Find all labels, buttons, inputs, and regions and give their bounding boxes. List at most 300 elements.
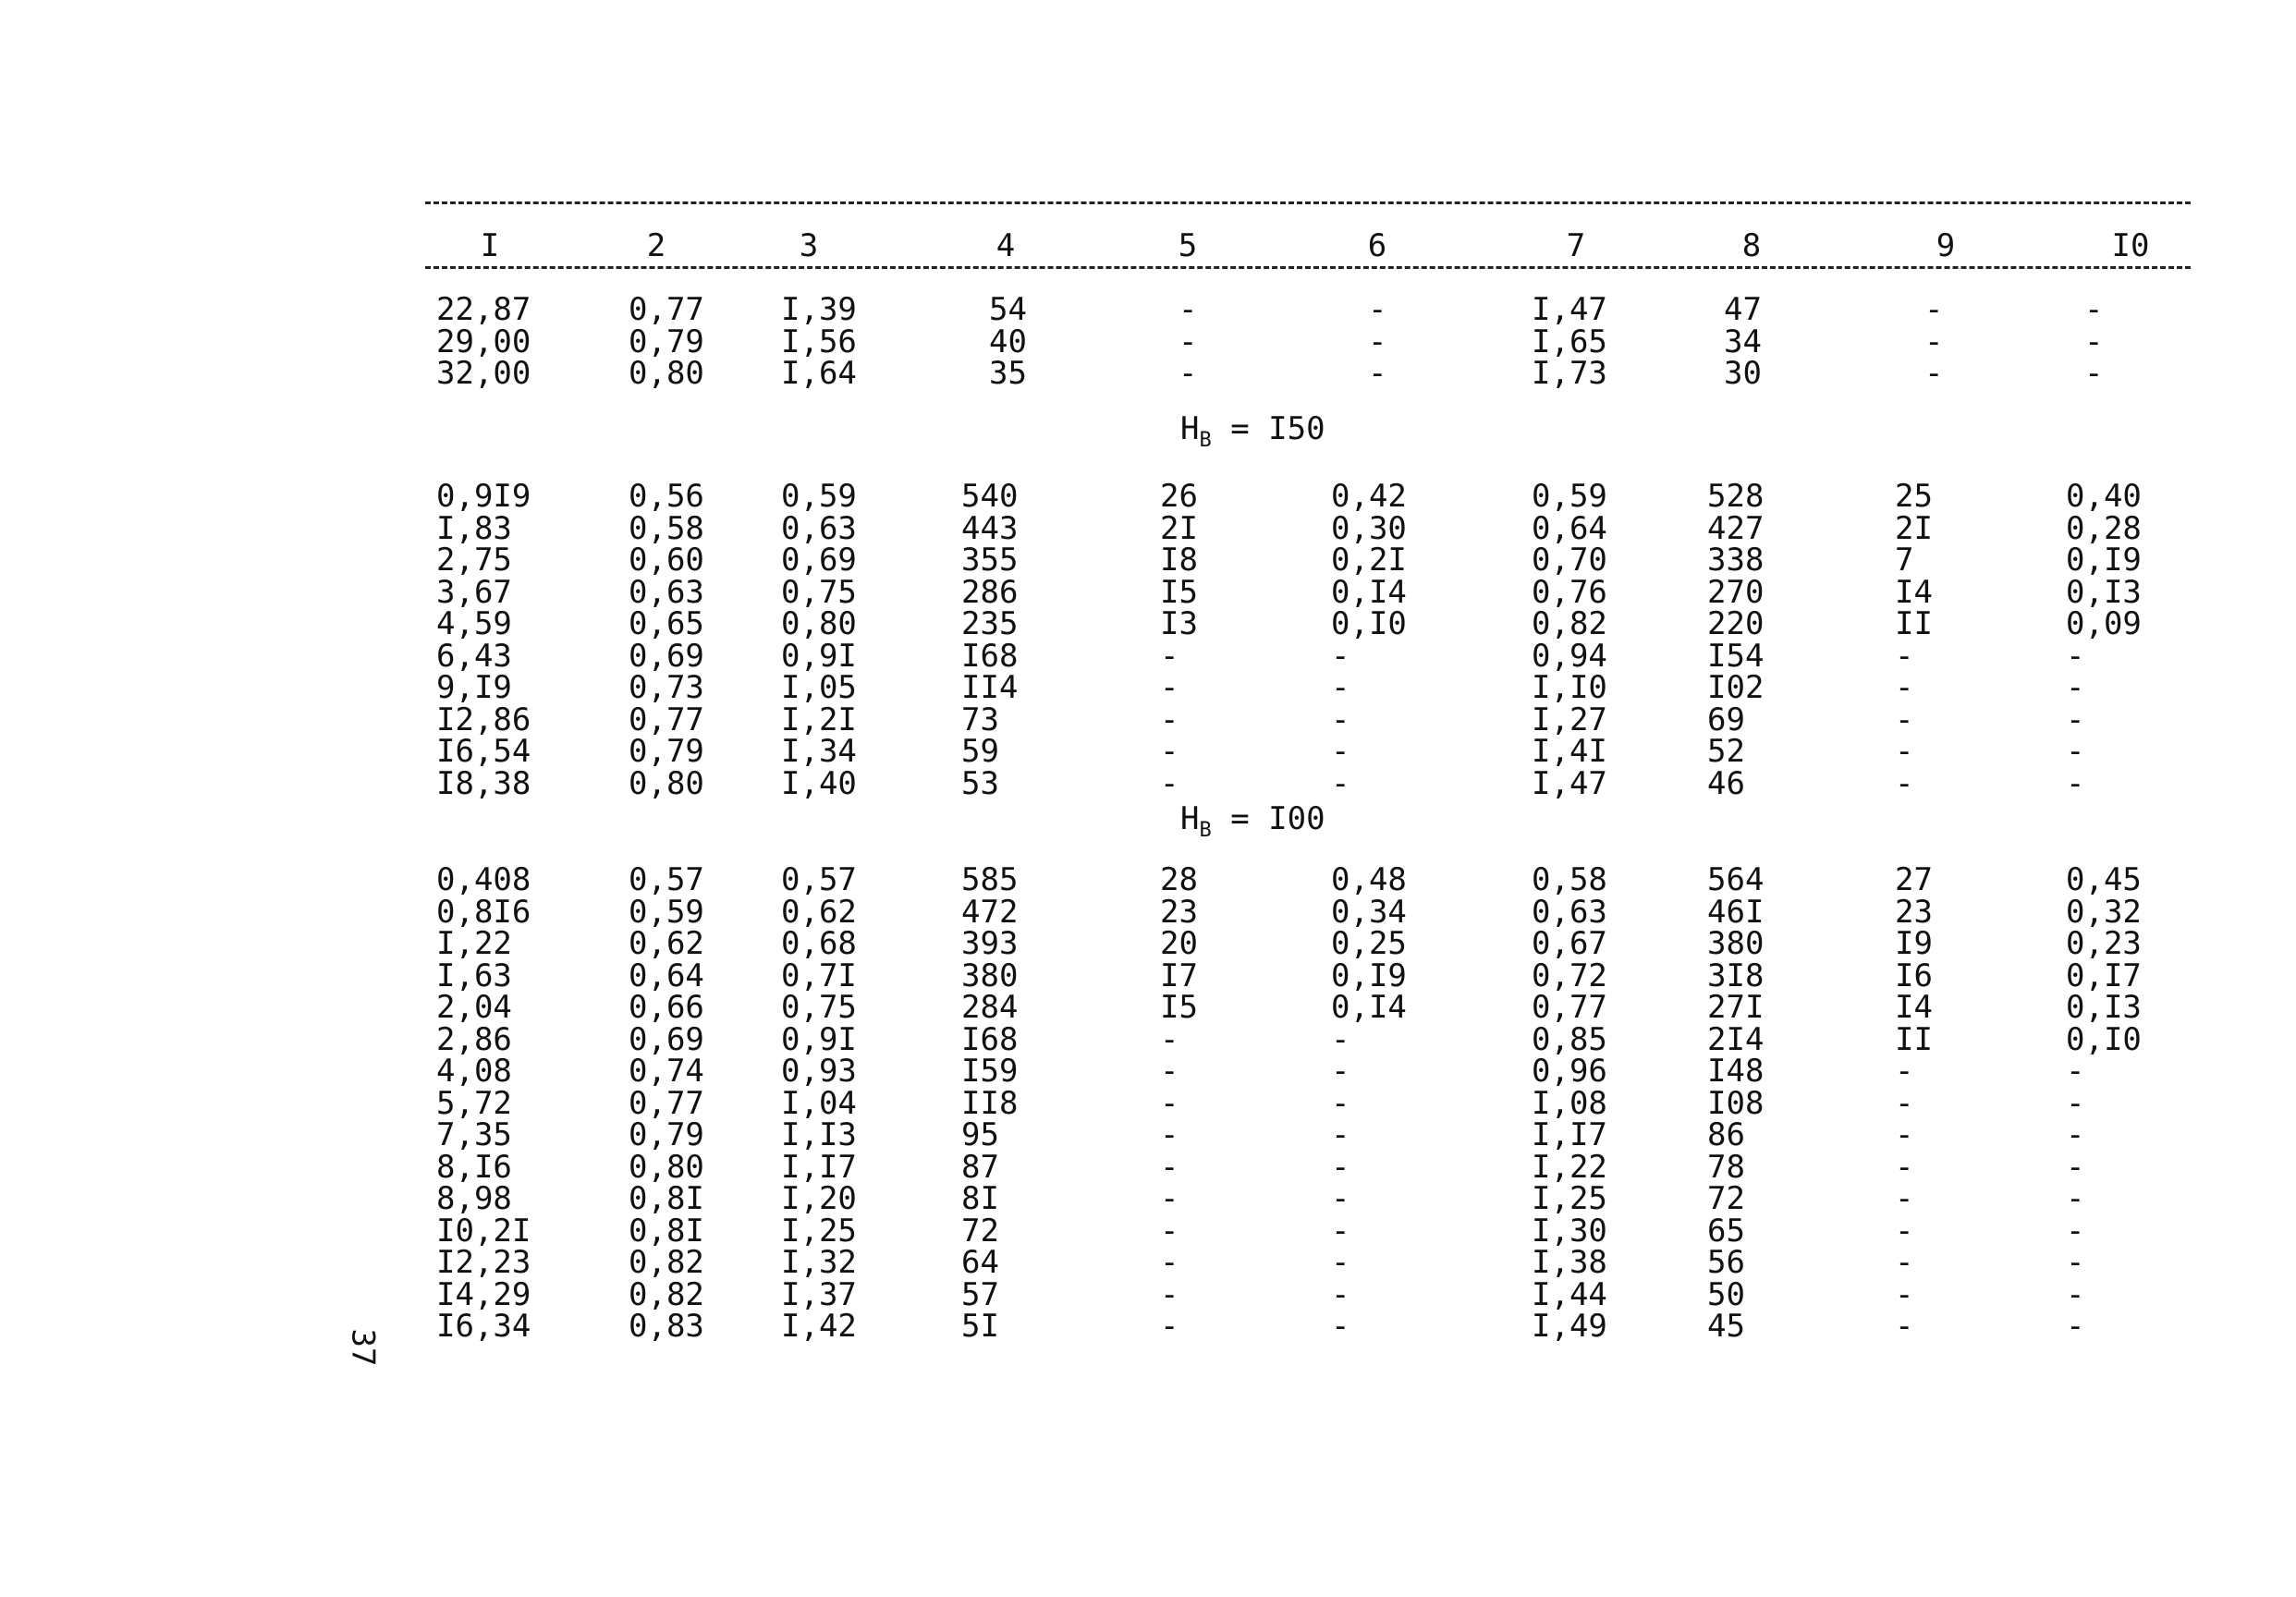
table-cell: I,38: [1532, 1244, 1607, 1281]
table-cell: 5,72: [436, 1084, 512, 1122]
table-cell: I,05: [781, 669, 857, 706]
table-cell: 0,8I6: [436, 893, 531, 931]
table-cell: 0,I9: [2066, 542, 2142, 579]
table-cell: 0,69: [781, 542, 857, 579]
table-cell: -: [1160, 1020, 1179, 1058]
table-cell: 0,I7: [2066, 957, 2142, 994]
top-block: [425, 291, 2191, 396]
table-column: [436, 291, 531, 392]
top-dashed-rule: [425, 201, 2191, 204]
table-column: [1707, 478, 1765, 802]
table-cell: I7: [1160, 957, 1198, 994]
table-cell: 0,63: [781, 509, 857, 547]
table-cell: I,I7: [1532, 1116, 1607, 1153]
table-cell: I,64: [781, 355, 857, 392]
table-cell: -: [1331, 1275, 1350, 1313]
table-cell: I68: [961, 637, 1019, 675]
table-cell: 0,72: [1532, 957, 1607, 994]
table-cell: I,37: [781, 1275, 857, 1313]
table-column: [436, 861, 531, 1345]
table-cell: 0,40: [2066, 478, 2142, 515]
table-cell: 30: [1724, 355, 1762, 392]
table-cell: -: [1331, 1180, 1350, 1217]
column-header: 5: [1178, 227, 1198, 264]
table-cell: 46I: [1707, 893, 1765, 931]
table-cell: 20: [1160, 925, 1198, 962]
table-cell: I,2I: [781, 701, 857, 738]
table-cell: 0,94: [1532, 637, 1607, 675]
table-cell: 65: [1707, 1212, 1745, 1250]
table-cell: 220: [1707, 605, 1765, 642]
table-cell: 0,7I: [781, 957, 857, 994]
table-cell: -: [1160, 1180, 1179, 1217]
table-column: [1179, 291, 1198, 392]
table-cell: 34: [1724, 323, 1762, 360]
table-cell: 0,80: [781, 605, 857, 642]
table-cell: -: [1160, 1053, 1179, 1090]
table-cell: 443: [961, 509, 1019, 547]
table-cell: I,83: [436, 509, 512, 547]
table-cell: 0,73: [629, 669, 704, 706]
table-cell: I9: [1895, 925, 1933, 962]
table-cell: 9,I9: [436, 669, 512, 706]
table-cell: 540: [961, 478, 1019, 515]
table-cell: I,I0: [1532, 669, 1607, 706]
table-cell: I5: [1160, 989, 1198, 1026]
table-cell: -: [1895, 1244, 1914, 1281]
table-cell: 0,96: [1532, 1053, 1607, 1090]
table-cell: -: [1179, 355, 1198, 392]
table-cell: -: [1160, 733, 1179, 770]
table-cell: -: [1160, 1244, 1179, 1281]
table-cell: 0,9I: [781, 637, 857, 675]
table-cell: -: [1331, 1244, 1350, 1281]
table-cell: 3I8: [1707, 957, 1765, 994]
table-cell: I4: [1895, 989, 1933, 1026]
table-cell: I,63: [436, 957, 512, 994]
table-cell: -: [1895, 1053, 1914, 1090]
column-header: I: [480, 227, 500, 264]
table-cell: I,40: [781, 764, 857, 802]
table-cell: 0,62: [629, 925, 704, 962]
table-cell: -: [1895, 1275, 1914, 1313]
table-cell: 32,00: [436, 355, 531, 392]
table-column: [961, 478, 1019, 802]
table-cell: 0,408: [436, 861, 531, 898]
table-cell: II8: [961, 1084, 1019, 1122]
table-cell: -: [2084, 291, 2104, 328]
table-cell: -: [2066, 637, 2085, 675]
table-cell: 528: [1707, 478, 1765, 515]
table-cell: 0,70: [1532, 542, 1607, 579]
table-cell: -: [2066, 1212, 2085, 1250]
table-cell: 87: [961, 1148, 999, 1186]
table-cell: I0,2I: [436, 1212, 531, 1250]
table-cell: I,42: [781, 1308, 857, 1345]
table-column: [1924, 291, 1944, 392]
table-cell: 0,63: [629, 573, 704, 611]
table-cell: 0,82: [629, 1275, 704, 1313]
table-column: [2084, 291, 2104, 392]
column-header: 3: [799, 227, 819, 264]
table-cell: I,39: [781, 291, 857, 328]
table-cell: 7: [1895, 542, 1914, 579]
table-cell: I02: [1707, 669, 1765, 706]
table-cell: -: [2066, 1116, 2085, 1153]
table-cell: -: [1160, 1084, 1179, 1122]
table-cell: -: [2066, 701, 2085, 738]
table-cell: I8: [1160, 542, 1198, 579]
table-cell: 235: [961, 605, 1019, 642]
table-cell: 2I4: [1707, 1020, 1765, 1058]
table-cell: -: [2084, 355, 2104, 392]
table-cell: 472: [961, 893, 1019, 931]
table-column: [2066, 478, 2142, 802]
table-column: [1707, 861, 1765, 1345]
table-cell: I,44: [1532, 1275, 1607, 1313]
table-cell: 0,79: [629, 323, 704, 360]
table-cell: I,73: [1532, 355, 1607, 392]
table-cell: 0,77: [629, 291, 704, 328]
table-cell: 27I: [1707, 989, 1765, 1026]
table-cell: 0,8I: [629, 1180, 704, 1217]
table-cell: -: [1160, 701, 1179, 738]
table-cell: 380: [1707, 925, 1765, 962]
table-cell: 6,43: [436, 637, 512, 675]
table-column: [629, 291, 704, 392]
section-label-150: $H_B = I50$: [1180, 410, 1325, 452]
table-cell: 0,79: [629, 1116, 704, 1153]
table-cell: 23: [1160, 893, 1198, 931]
table-cell: I,65: [1532, 323, 1607, 360]
table-cell: -: [2066, 764, 2085, 802]
table-cell: 0,64: [629, 957, 704, 994]
table-cell: -: [2066, 669, 2085, 706]
table-cell: -: [1331, 669, 1350, 706]
table-cell: 57: [961, 1275, 999, 1313]
table-cell: -: [1895, 701, 1914, 738]
table-cell: 23: [1895, 893, 1933, 931]
table-cell: 0,I0: [2066, 1020, 2142, 1058]
table-cell: 72: [961, 1212, 999, 1250]
table-cell: I2,86: [436, 701, 531, 738]
table-cell: 35: [989, 355, 1027, 392]
table-cell: I48: [1707, 1053, 1765, 1090]
table-column: [781, 291, 857, 392]
table-cell: 0,58: [629, 509, 704, 547]
table-cell: 2I: [1160, 509, 1198, 547]
table-cell: 338: [1707, 542, 1765, 579]
table-cell: 8,98: [436, 1180, 512, 1217]
table-cell: 27: [1895, 861, 1933, 898]
table-column: [781, 861, 857, 1345]
table-cell: I,47: [1532, 291, 1607, 328]
table-cell: 0,79: [629, 733, 704, 770]
table-cell: 0,2I: [1331, 542, 1407, 579]
table-cell: 54: [989, 291, 1027, 328]
table-cell: 286: [961, 573, 1019, 611]
table-column: [1331, 861, 1407, 1345]
table-cell: I,I7: [781, 1148, 857, 1186]
table-column: [1724, 291, 1762, 392]
table-cell: -: [1895, 764, 1914, 802]
table-cell: -: [1331, 764, 1350, 802]
table-cell: 4,08: [436, 1053, 512, 1090]
table-column: [1895, 478, 1933, 802]
table-cell: I,49: [1532, 1308, 1607, 1345]
table-cell: I,27: [1532, 701, 1607, 738]
table-cell: 0,9I9: [436, 478, 531, 515]
table-cell: I,04: [781, 1084, 857, 1122]
table-column: [436, 478, 531, 802]
table-cell: -: [1895, 1148, 1914, 1186]
table-cell: -: [1368, 355, 1387, 392]
table-cell: 0,60: [629, 542, 704, 579]
table-cell: -: [1160, 669, 1179, 706]
table-cell: 0,76: [1532, 573, 1607, 611]
table-cell: 47: [1724, 291, 1762, 328]
table-cell: -: [1179, 323, 1198, 360]
table-cell: 355: [961, 542, 1019, 579]
table-cell: I,20: [781, 1180, 857, 1217]
table-cell: 0,48: [1331, 861, 1407, 898]
table-cell: 0,09: [2066, 605, 2142, 642]
table-cell: I5: [1160, 573, 1198, 611]
table-cell: -: [1368, 323, 1387, 360]
table-cell: 56: [1707, 1244, 1745, 1281]
table-column: [629, 861, 704, 1345]
table-cell: 78: [1707, 1148, 1745, 1186]
section-150-block: [425, 478, 2191, 804]
table-cell: 0,45: [2066, 861, 2142, 898]
table-cell: 270: [1707, 573, 1765, 611]
table-cell: I4,29: [436, 1275, 531, 1313]
table-cell: 25: [1895, 478, 1933, 515]
table-cell: -: [2066, 1084, 2085, 1122]
table-cell: 0,I4: [1331, 573, 1407, 611]
table-cell: I6,54: [436, 733, 531, 770]
table-cell: -: [1179, 291, 1198, 328]
table-column: [961, 861, 1019, 1345]
table-cell: 0,32: [2066, 893, 2142, 931]
table-cell: 0,34: [1331, 893, 1407, 931]
table-cell: -: [2066, 1308, 2085, 1345]
table-cell: 0,83: [629, 1308, 704, 1345]
column-header: 2: [646, 227, 666, 264]
table-cell: -: [1331, 1308, 1350, 1345]
table-cell: 0,65: [629, 605, 704, 642]
table-cell: 0,82: [1532, 605, 1607, 642]
table-cell: 4,59: [436, 605, 512, 642]
table-cell: I,08: [1532, 1084, 1607, 1122]
table-column: [989, 291, 1027, 392]
table-cell: I6: [1895, 957, 1933, 994]
table-cell: I59: [961, 1053, 1019, 1090]
table-cell: 45: [1707, 1308, 1745, 1345]
table-cell: 52: [1707, 733, 1745, 770]
table-cell: -: [1331, 1116, 1350, 1153]
table-cell: 0,58: [1532, 861, 1607, 898]
table-cell: 8,I6: [436, 1148, 512, 1186]
table-column: [1331, 478, 1407, 802]
table-cell: 0,57: [629, 861, 704, 898]
table-cell: -: [1331, 1020, 1350, 1058]
table-cell: -: [1160, 1212, 1179, 1250]
table-cell: II: [1895, 605, 1933, 642]
table-cell: 393: [961, 925, 1019, 962]
table-column: [2066, 861, 2142, 1345]
table-cell: I6,34: [436, 1308, 531, 1345]
table-cell: 64: [961, 1244, 999, 1281]
table-cell: -: [1331, 637, 1350, 675]
table-cell: -: [1160, 1116, 1179, 1153]
table-cell: 0,I9: [1331, 957, 1407, 994]
table-cell: I,4I: [1532, 733, 1607, 770]
table-cell: -: [1895, 1084, 1914, 1122]
table-cell: 0,75: [781, 989, 857, 1026]
table-column: [1160, 861, 1198, 1345]
table-cell: 95: [961, 1116, 999, 1153]
table-column: [781, 478, 857, 802]
table-cell: -: [2066, 1053, 2085, 1090]
table-cell: I,25: [781, 1212, 857, 1250]
table-cell: -: [1160, 1148, 1179, 1186]
table-cell: 380: [961, 957, 1019, 994]
column-header-row: [425, 227, 2191, 270]
table-cell: II: [1895, 1020, 1933, 1058]
table-cell: I,30: [1532, 1212, 1607, 1250]
table-cell: 26: [1160, 478, 1198, 515]
table-cell: 0,77: [629, 1084, 704, 1122]
column-header: 9: [1936, 227, 1956, 264]
table-cell: 2,75: [436, 542, 512, 579]
table-cell: -: [1331, 1212, 1350, 1250]
table-cell: -: [1331, 701, 1350, 738]
table-cell: 0,85: [1532, 1020, 1607, 1058]
table-cell: 3,67: [436, 573, 512, 611]
page-number: 37: [344, 1328, 382, 1367]
table-column: [1895, 861, 1933, 1345]
table-cell: 0,77: [629, 701, 704, 738]
table-cell: II4: [961, 669, 1019, 706]
table-cell: 0,74: [629, 1053, 704, 1090]
section-label-100: $H_B = I00$: [1180, 800, 1325, 842]
table-cell: I,I3: [781, 1116, 857, 1153]
table-cell: 427: [1707, 509, 1765, 547]
table-cell: I,32: [781, 1244, 857, 1281]
table-cell: -: [1160, 764, 1179, 802]
table-cell: 40: [989, 323, 1027, 360]
table-cell: 0,69: [629, 637, 704, 675]
table-column: [1532, 478, 1607, 802]
table-cell: 73: [961, 701, 999, 738]
table-cell: -: [1331, 1053, 1350, 1090]
table-cell: -: [1895, 1180, 1914, 1217]
table-cell: -: [2066, 1148, 2085, 1186]
table-cell: -: [1895, 1116, 1914, 1153]
table-cell: 0,59: [629, 893, 704, 931]
column-header: 8: [1741, 227, 1762, 264]
table-cell: -: [1368, 291, 1387, 328]
table-cell: -: [1331, 1084, 1350, 1122]
table-cell: 69: [1707, 701, 1745, 738]
table-cell: I,47: [1532, 764, 1607, 802]
table-cell: I3: [1160, 605, 1198, 642]
table-cell: I,25: [1532, 1180, 1607, 1217]
table-cell: 29,00: [436, 323, 531, 360]
table-cell: 0,8I: [629, 1212, 704, 1250]
table-cell: 0,62: [781, 893, 857, 931]
table-cell: 0,77: [1532, 989, 1607, 1026]
table-cell: -: [1160, 1308, 1179, 1345]
table-cell: 28: [1160, 861, 1198, 898]
column-header: 6: [1367, 227, 1387, 264]
column-header: 7: [1566, 227, 1586, 264]
table-cell: I,56: [781, 323, 857, 360]
table-cell: I2,23: [436, 1244, 531, 1281]
table-cell: 8I: [961, 1180, 999, 1217]
table-cell: 0,23: [2066, 925, 2142, 962]
table-cell: I08: [1707, 1084, 1765, 1122]
table-cell: -: [1160, 1275, 1179, 1313]
table-cell: 0,I0: [1331, 605, 1407, 642]
table-cell: 284: [961, 989, 1019, 1026]
table-cell: 0,64: [1532, 509, 1607, 547]
table-cell: -: [1895, 669, 1914, 706]
header-dashed-rule: [425, 266, 2191, 269]
table-cell: 2I: [1895, 509, 1933, 547]
table-cell: 0,25: [1331, 925, 1407, 962]
table-cell: 59: [961, 733, 999, 770]
table-cell: 0,82: [629, 1244, 704, 1281]
table-cell: -: [1895, 1308, 1914, 1345]
table-cell: I68: [961, 1020, 1019, 1058]
table-cell: 0,63: [1532, 893, 1607, 931]
table-cell: 0,I4: [1331, 989, 1407, 1026]
table-cell: 0,59: [1532, 478, 1607, 515]
table-cell: 0,68: [781, 925, 857, 962]
table-cell: -: [2066, 1275, 2085, 1313]
table-cell: I54: [1707, 637, 1765, 675]
table-cell: 0,42: [1331, 478, 1407, 515]
table-cell: 53: [961, 764, 999, 802]
table-cell: I8,38: [436, 764, 531, 802]
table-column: [1368, 291, 1387, 392]
table-cell: 0,I3: [2066, 989, 2142, 1026]
table-column: [1532, 861, 1607, 1345]
table-cell: 0,80: [629, 355, 704, 392]
table-cell: 72: [1707, 1180, 1745, 1217]
table-cell: I,22: [436, 925, 512, 962]
table-cell: 0,93: [781, 1053, 857, 1090]
table-cell: 564: [1707, 861, 1765, 898]
table-cell: 0,I3: [2066, 573, 2142, 611]
table-cell: -: [1924, 291, 1944, 328]
table-cell: 0,30: [1331, 509, 1407, 547]
table-cell: -: [2066, 733, 2085, 770]
table-cell: 0,80: [629, 764, 704, 802]
table-cell: I,34: [781, 733, 857, 770]
table-cell: 0,56: [629, 478, 704, 515]
table-cell: I4: [1895, 573, 1933, 611]
table-cell: 2,04: [436, 989, 512, 1026]
column-header: 4: [995, 227, 1016, 264]
table-cell: -: [1924, 355, 1944, 392]
table-cell: 0,9I: [781, 1020, 857, 1058]
table-cell: -: [1924, 323, 1944, 360]
table-cell: I,22: [1532, 1148, 1607, 1186]
table-cell: -: [2084, 323, 2104, 360]
